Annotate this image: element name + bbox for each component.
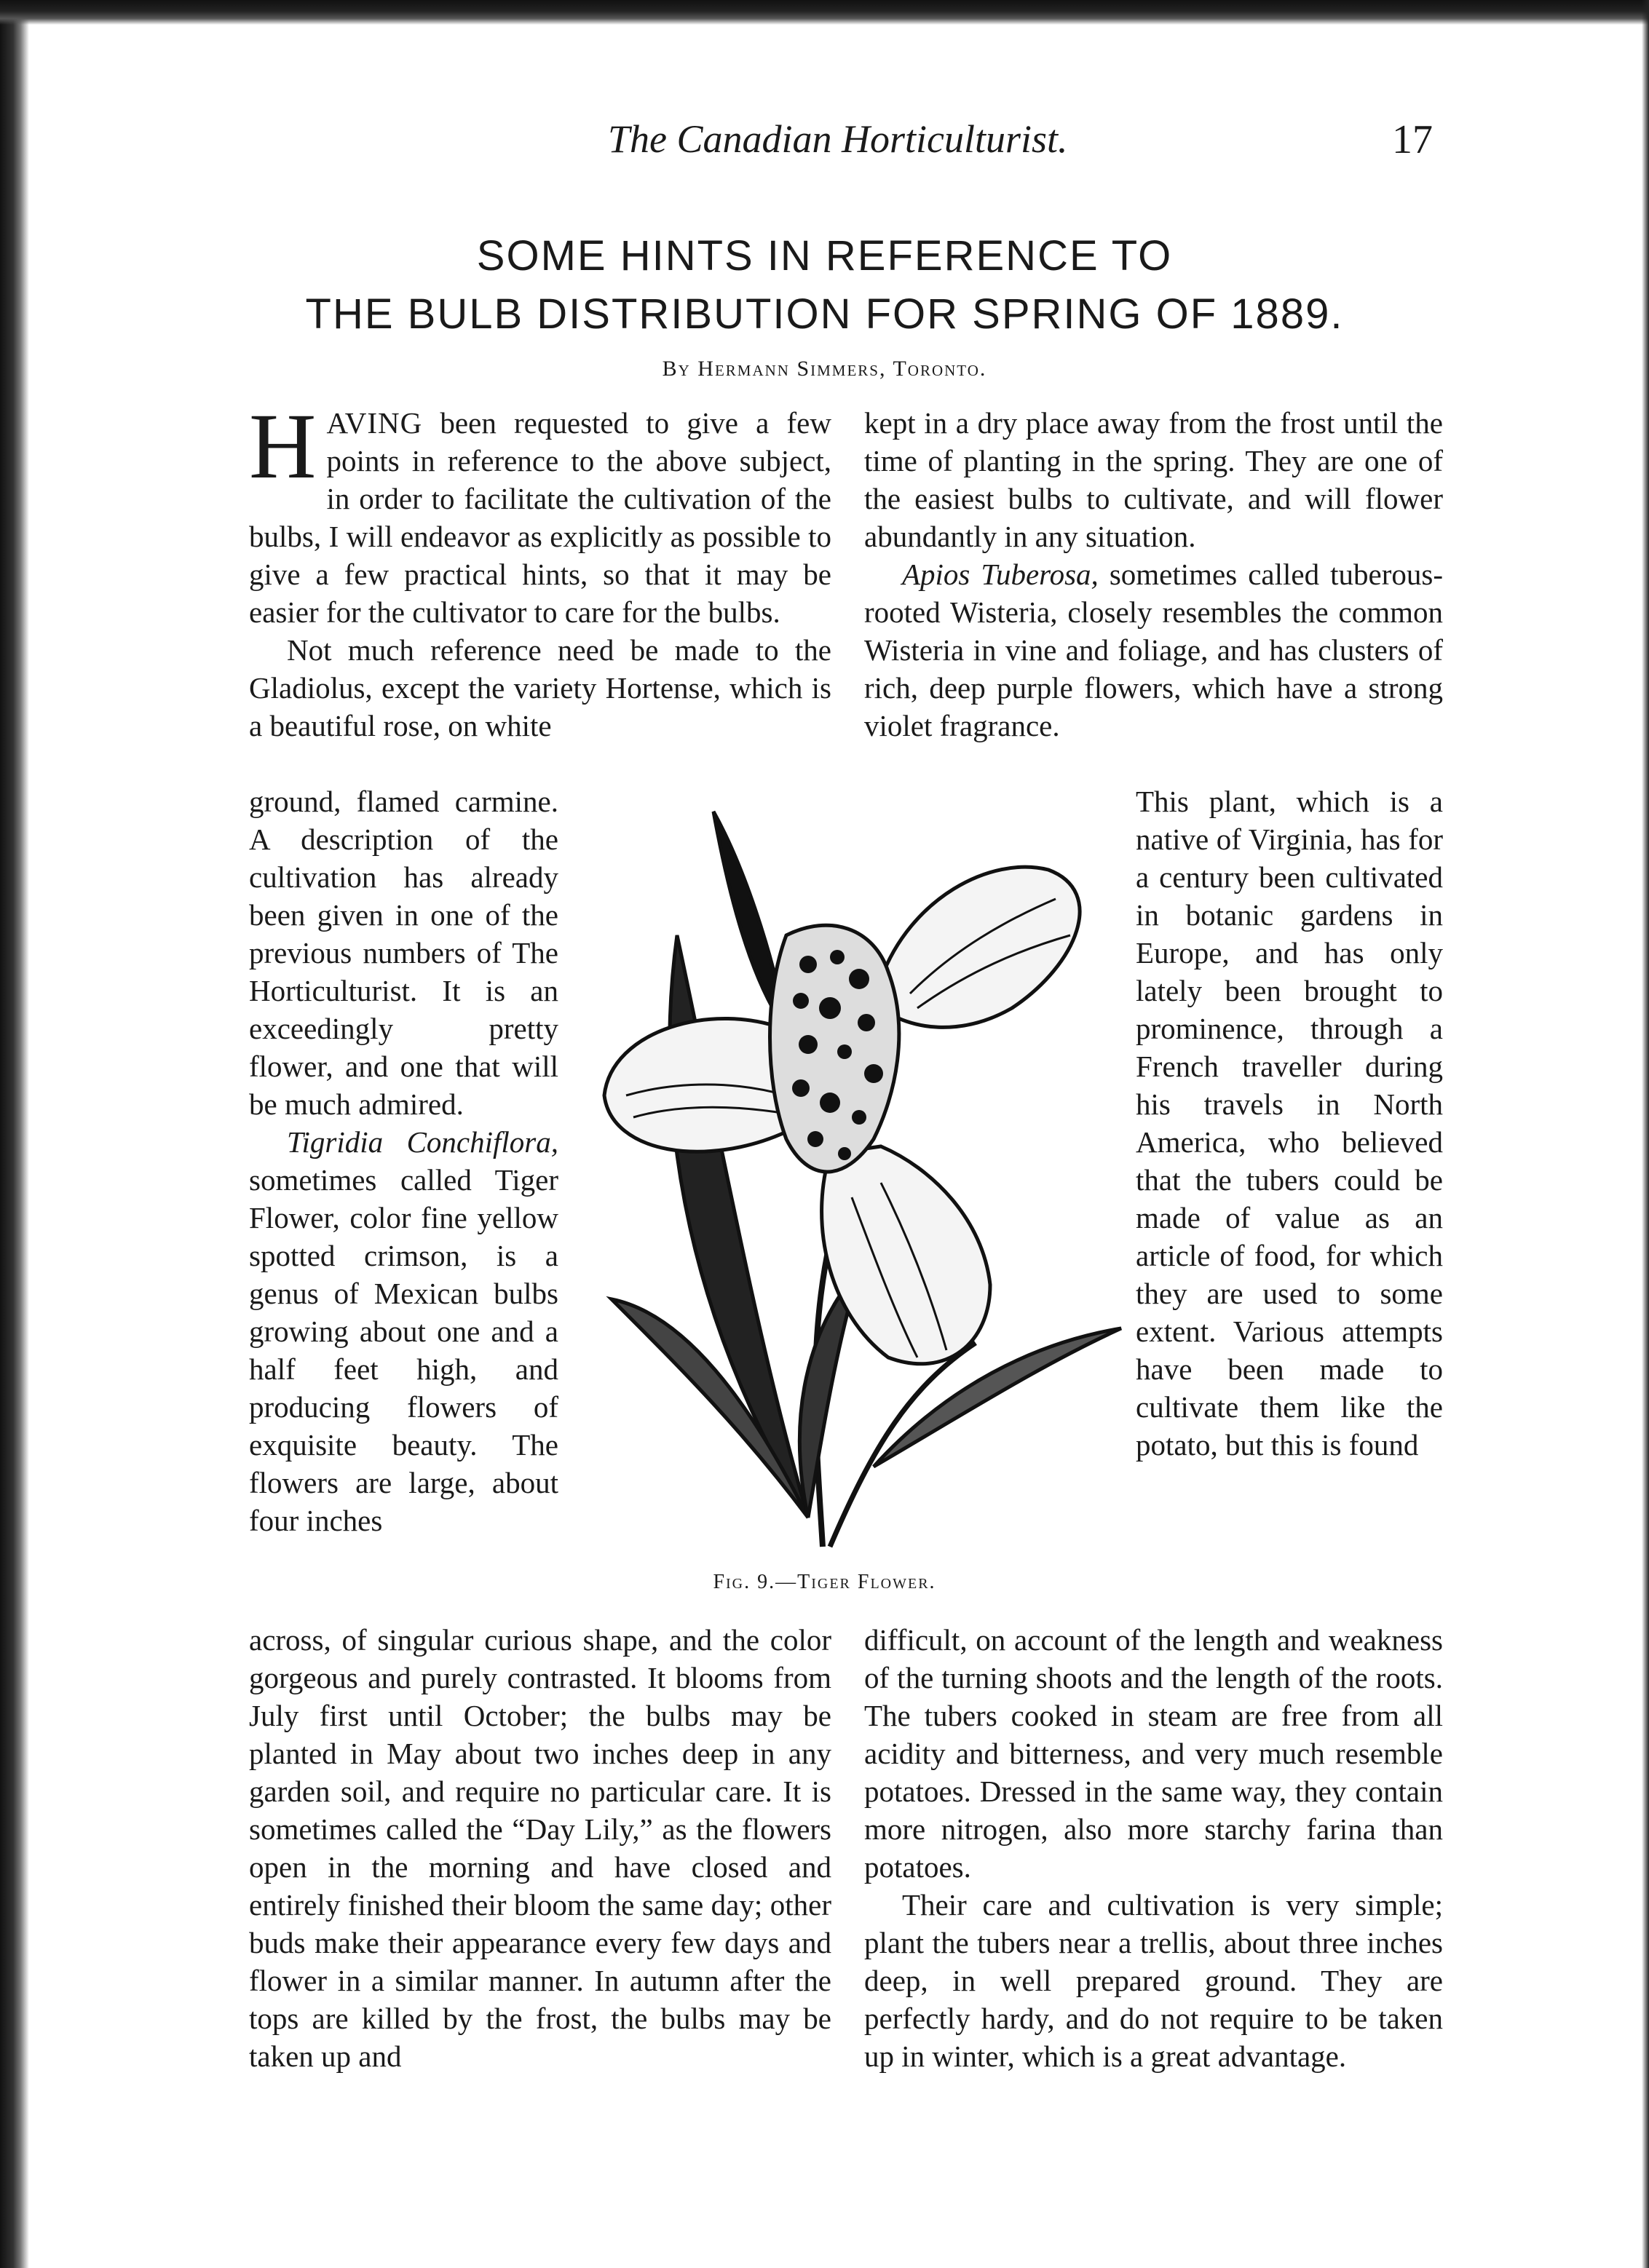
article-title-line-1: SOME HINTS IN REFERENCE TO [476, 232, 1173, 279]
tigridia-text: sometimes called Tiger Flower, color fine yellow spotted crimson, is a genus of Mexican bulbs growing about one and a half feet high, and producing flowers of exquisite beauty. The flowers are large, about four inches [249, 1163, 558, 1537]
intro-text: been requested to give a few points in reference to the above subject, in order to facilitate the cultivation of the bulbs, I will endeavor as explicitly as possible to give a few practical hints, so that it may be easier for the cultivator to care for the bulbs. [249, 406, 831, 629]
article-title-line-2: THE BULB DISTRIBUTION FOR SPRING OF 1889. [305, 290, 1344, 338]
intro-first-word: AVING [326, 406, 423, 440]
scan-edge-left [0, 0, 29, 2268]
left-column-top [249, 394, 831, 745]
paragraph-tigridia [249, 1123, 558, 1539]
right-column-beside-figure [1136, 782, 1443, 1464]
page-number: 17 [1392, 117, 1433, 162]
paragraph-apios-continued: This plant, which is a native of Virginia, has for a century been cultivated in botanic gardens in Europe, and has only lately been brought to prominence, through a French traveller during his travels in North America, who believed that the tubers could be made of value as an article of food, for which they are used to some extent. Various attempts have been made to cultivate them like the potato, but this is found [1136, 785, 1443, 1462]
apios-text: sometimes called tuberous-rooted Wisteria, closely resembles the common Wisteria in vine and foliage, and has clusters of rich, deep purple flowers, which have a strong violet fragrance. [864, 558, 1443, 742]
paragraph-tigridia-continued: across, of singular curious shape, and the color gorgeous and purely contrasted. It blooms from July first until October; the bulbs may be planted in May about two inches deep in any garden soil, and require no particular care. It is sometimes called the “Day Lily,” as the flowers open in the morning and have closed and entirely finished their bloom the same day; other buds make their appearance every few days and flower in a similar manner. In autumn after the tops are killed by the frost, the bulbs may be taken up and [249, 1623, 831, 2073]
byline: By Hermann Simmers, Toronto. [662, 357, 987, 381]
species-name-tigridia: Tigridia Conchiflora, [287, 1125, 558, 1159]
species-name-apios: Apios Tuberosa, [902, 558, 1099, 591]
right-column-bottom [864, 1621, 1443, 2075]
paragraph-care: Their care and cultivation is very simple; plant the tubers near a trellis, about three inches deep, in well prepared ground. They are perfectly hardy, and do not require to be taken up in winter, which is a great advantage. [864, 1888, 1443, 2073]
running-title: The Canadian Horticulturist. [608, 117, 1068, 161]
paragraph-intro [249, 394, 831, 631]
left-column-beside-figure [249, 782, 558, 1539]
figure-caption: Fig. 9.—Tiger Flower. [713, 1571, 936, 1593]
paragraph-storage: kept in a dry place away from the frost until the time of planting in the spring. They are one of the easiest bulbs to cultivate, and will flower abundantly in any situation. [864, 406, 1443, 553]
paragraph-gladiolus-continued: ground, flamed carmine. A description of the cultivation has already been given in one of the previous numbers of The Horticulturist. It is an exceedingly pretty flower, and one that will be much admired. [249, 785, 558, 1121]
tiger-flower-figure [568, 790, 1136, 1561]
scan-edge-right [1642, 0, 1649, 2268]
scan-edge-top [0, 0, 1649, 25]
tiger-flower-illustration-icon [568, 790, 1136, 1561]
right-column-top [864, 404, 1443, 745]
left-column-bottom [249, 1621, 831, 2075]
drop-cap: H [249, 394, 317, 498]
paragraph-gladiolus: Not much reference need be made to the Gladiolus, except the variety Hortense, which is a beautiful rose, on white [249, 633, 831, 742]
paragraph-apios-end: difficult, on account of the length and weakness of the turning shoots and the length of the roots. The tubers cooked in steam are free from all acidity and bitterness, and very much resemble potatoes. Dressed in the same way, they contain more nitrogen, also more starchy farina than potatoes. [864, 1623, 1443, 1884]
paragraph-apios [864, 555, 1443, 745]
